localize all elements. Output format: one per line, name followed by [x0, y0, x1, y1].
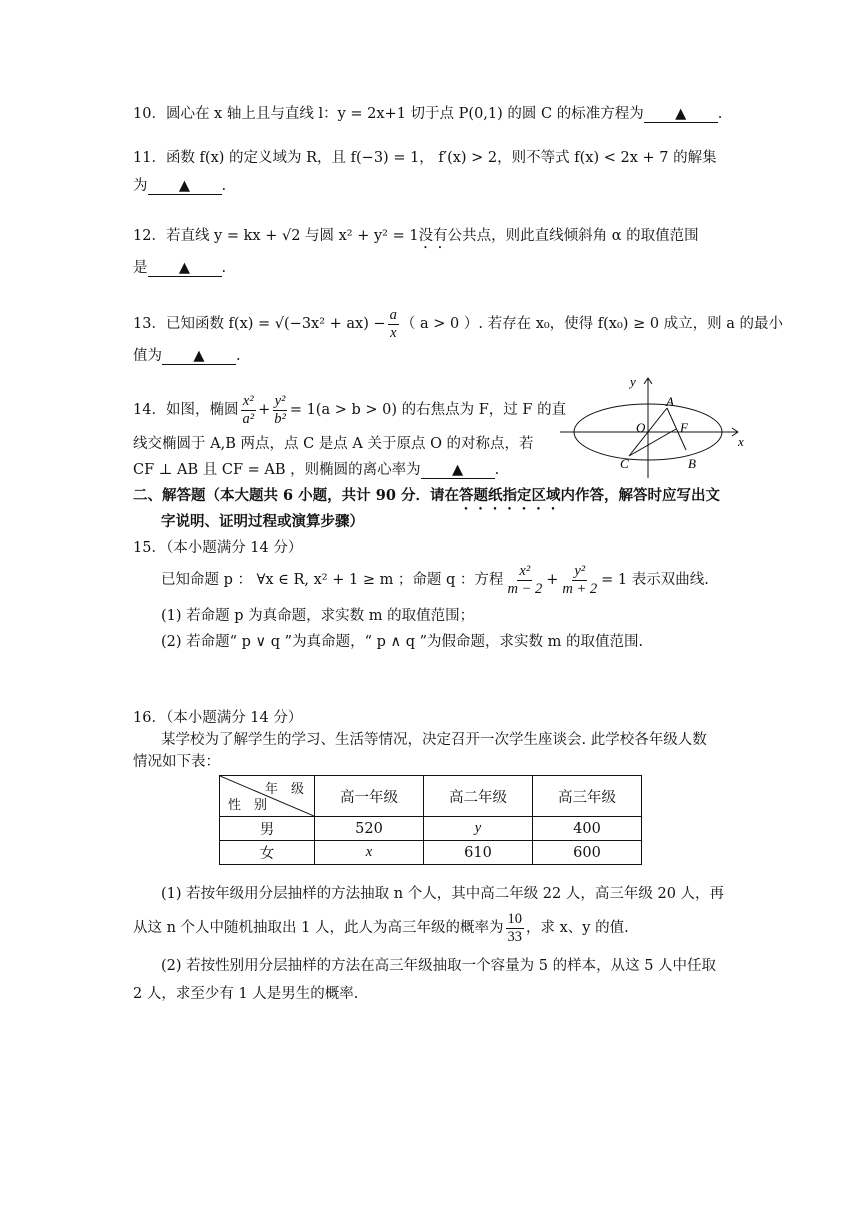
table-cell: 520: [315, 817, 424, 841]
q10-answer-blank: [644, 106, 718, 123]
q10-text: 圆心在 x 轴上且与直线 l：y = 2x+1 切于点 P(0,1) 的圆 C 的标准方程为: [165, 106, 644, 122]
x-label: x: [738, 434, 744, 449]
table-row-label: 女: [220, 841, 315, 865]
question-16-header: 16．（本小题满分 14 分）: [133, 710, 303, 726]
question-12-line1: 12．若直线 y = kx + √2 与圆 x² + y² = 1没有公共点，则此直线倾斜角 α 的取值范围: [133, 228, 699, 244]
q11-answer-blank: [148, 178, 222, 195]
point-c-label: C: [620, 456, 629, 471]
section-2-heading-line1: 二、解答题（本大题共 6 小题，共计 90 分．请在答题纸指定区域内作答，解答时应写出文: [133, 487, 720, 504]
question-16-intro-line2: 情况如下表：: [133, 754, 220, 770]
triangle-icon: ▲: [178, 260, 191, 276]
question-14-line2: 线交椭圆于 A,B 两点，点 C 是点 A 关于原点 O 的对称点，若: [133, 436, 534, 452]
triangle-icon: ▲: [675, 106, 687, 122]
emphasis-text: 没有: [418, 228, 448, 244]
question-11-line1: 11．函数 f(x) 的定义域为 R，且 f(−3) = 1， f′(x) > 2，则不等式 f(x) < 2x + 7 的解集: [133, 150, 717, 166]
triangle-icon: ▲: [452, 462, 464, 478]
table-corner-cell: [220, 776, 315, 817]
q10-number: 10．: [133, 106, 166, 122]
grade-table: [219, 775, 642, 865]
table-cell: x: [315, 841, 424, 865]
fraction: $\frac{a}{x}$: [389, 306, 397, 341]
table-row-label: 男: [220, 817, 315, 841]
table-cell: y: [424, 817, 533, 841]
ellipse-figure: [560, 370, 760, 482]
question-16-part1-line1: (1) 若按年级用分层抽样的方法抽取 n 个人，其中高二年级 22 人，高三年级 20 人，再: [161, 886, 725, 902]
table-cell: 610: [424, 841, 533, 865]
table-header-row: [220, 776, 642, 817]
question-16-part2-line1: (2) 若按性别用分层抽样的方法在高三年级抽取一个容量为 5 的样本，从这 5 人中任取: [161, 958, 717, 974]
fraction: $\frac{\text{x²}}{\text{a²}}$: [242, 392, 255, 427]
triangle-icon: ▲: [193, 348, 205, 364]
table-cell: 600: [533, 841, 642, 865]
question-15-part1: (1) 若命题 p 为真命题，求实数 m 的取值范围；: [161, 608, 475, 624]
fraction: $\frac{\text{y²}}{\text{b²}}$: [274, 392, 286, 427]
section-2-heading-line2: 字说明、证明过程或演算步骤）: [161, 513, 364, 530]
q12-answer-blank: [148, 260, 222, 277]
point-a-label: A: [666, 394, 674, 409]
question-15-part2: (2) 若命题“ p ∨ q ”为真命题，“ p ∧ q ”为假命题，求实数 m 的取值范围.: [161, 634, 644, 650]
question-12-line2: 是 ▲ .: [133, 260, 227, 276]
corner-bottom-label: 性 别: [228, 798, 268, 813]
point-o-label: O: [636, 420, 646, 435]
fraction: $\frac{\text{y²}}{m + 2}$: [562, 562, 598, 597]
corner-top-label: 年 级: [264, 782, 304, 797]
y-label: y: [630, 374, 636, 389]
question-13-line2: 值为 ▲ .: [133, 348, 241, 364]
table-row: [220, 841, 642, 865]
table-header: 高二年级: [424, 776, 533, 817]
question-10: 10．圆心在 x 轴上且与直线 l：y = 2x+1 切于点 P(0,1) 的圆 C 的标准方程为 ▲ .: [133, 106, 723, 122]
question-16-part2-line2: 2 人，求至少有 1 人是男生的概率.: [133, 986, 359, 1002]
triangle-icon: ▲: [178, 178, 191, 194]
table-header: 高三年级: [533, 776, 642, 817]
question-13-line1: 13．已知函数 f(x) = √(−3x² + ax) − $\frac{a}{x}$ （ a > 0 ）. 若存在 x₀，使得 f(x₀) ≥ 0 成立，则 a 的最小: [133, 306, 784, 341]
question-14-line3: CF ⊥ AB 且 CF = AB ，则椭圆的离心率为 ▲ .: [133, 462, 500, 478]
q14-answer-blank: [421, 462, 495, 479]
question-11-line2: 为 ▲ .: [133, 178, 227, 194]
table-row: [220, 817, 642, 841]
fraction: $\frac{10}{33}$: [507, 910, 522, 945]
question-14-line1: 14．如图，椭圆 $\frac{\text{x²}}{\text{a²}}$ + $\frac{\text{y²}}{\text{b²}}$ = 1(a > b > 0) 的右焦点为 F，过 F 的直: [133, 392, 567, 427]
question-15-statement: 已知命题 p ： ∀x ∈ R, x² + 1 ≥ m ；命题 q ：方程 $\frac{\text{x²}}{m - 2}$ + $\frac{\text{y²}}{m + 2}$ = 1 表示双曲线.: [161, 562, 709, 597]
question-16-part1-line2: 从这 n 个人中随机抽取出 1 人，此人为高三年级的概率为 $\frac{10}{33}$ ，求 x、y 的值.: [133, 910, 629, 945]
question-15-header: 15．（本小题满分 14 分）: [133, 540, 303, 556]
fraction: $\frac{\text{x²}}{m - 2}$: [507, 562, 543, 597]
emphasis-text: 答题纸指定区域: [458, 487, 561, 504]
question-16-intro-line1: 某学校为了解学生的学习、生活等情况，决定召开一次学生座谈会. 此学校各年级人数: [161, 732, 707, 748]
point-f-label: F: [680, 420, 688, 435]
q13-answer-blank: [162, 348, 236, 365]
point-b-label: B: [688, 456, 696, 471]
table-header: 高一年级: [315, 776, 424, 817]
table-cell: 400: [533, 817, 642, 841]
